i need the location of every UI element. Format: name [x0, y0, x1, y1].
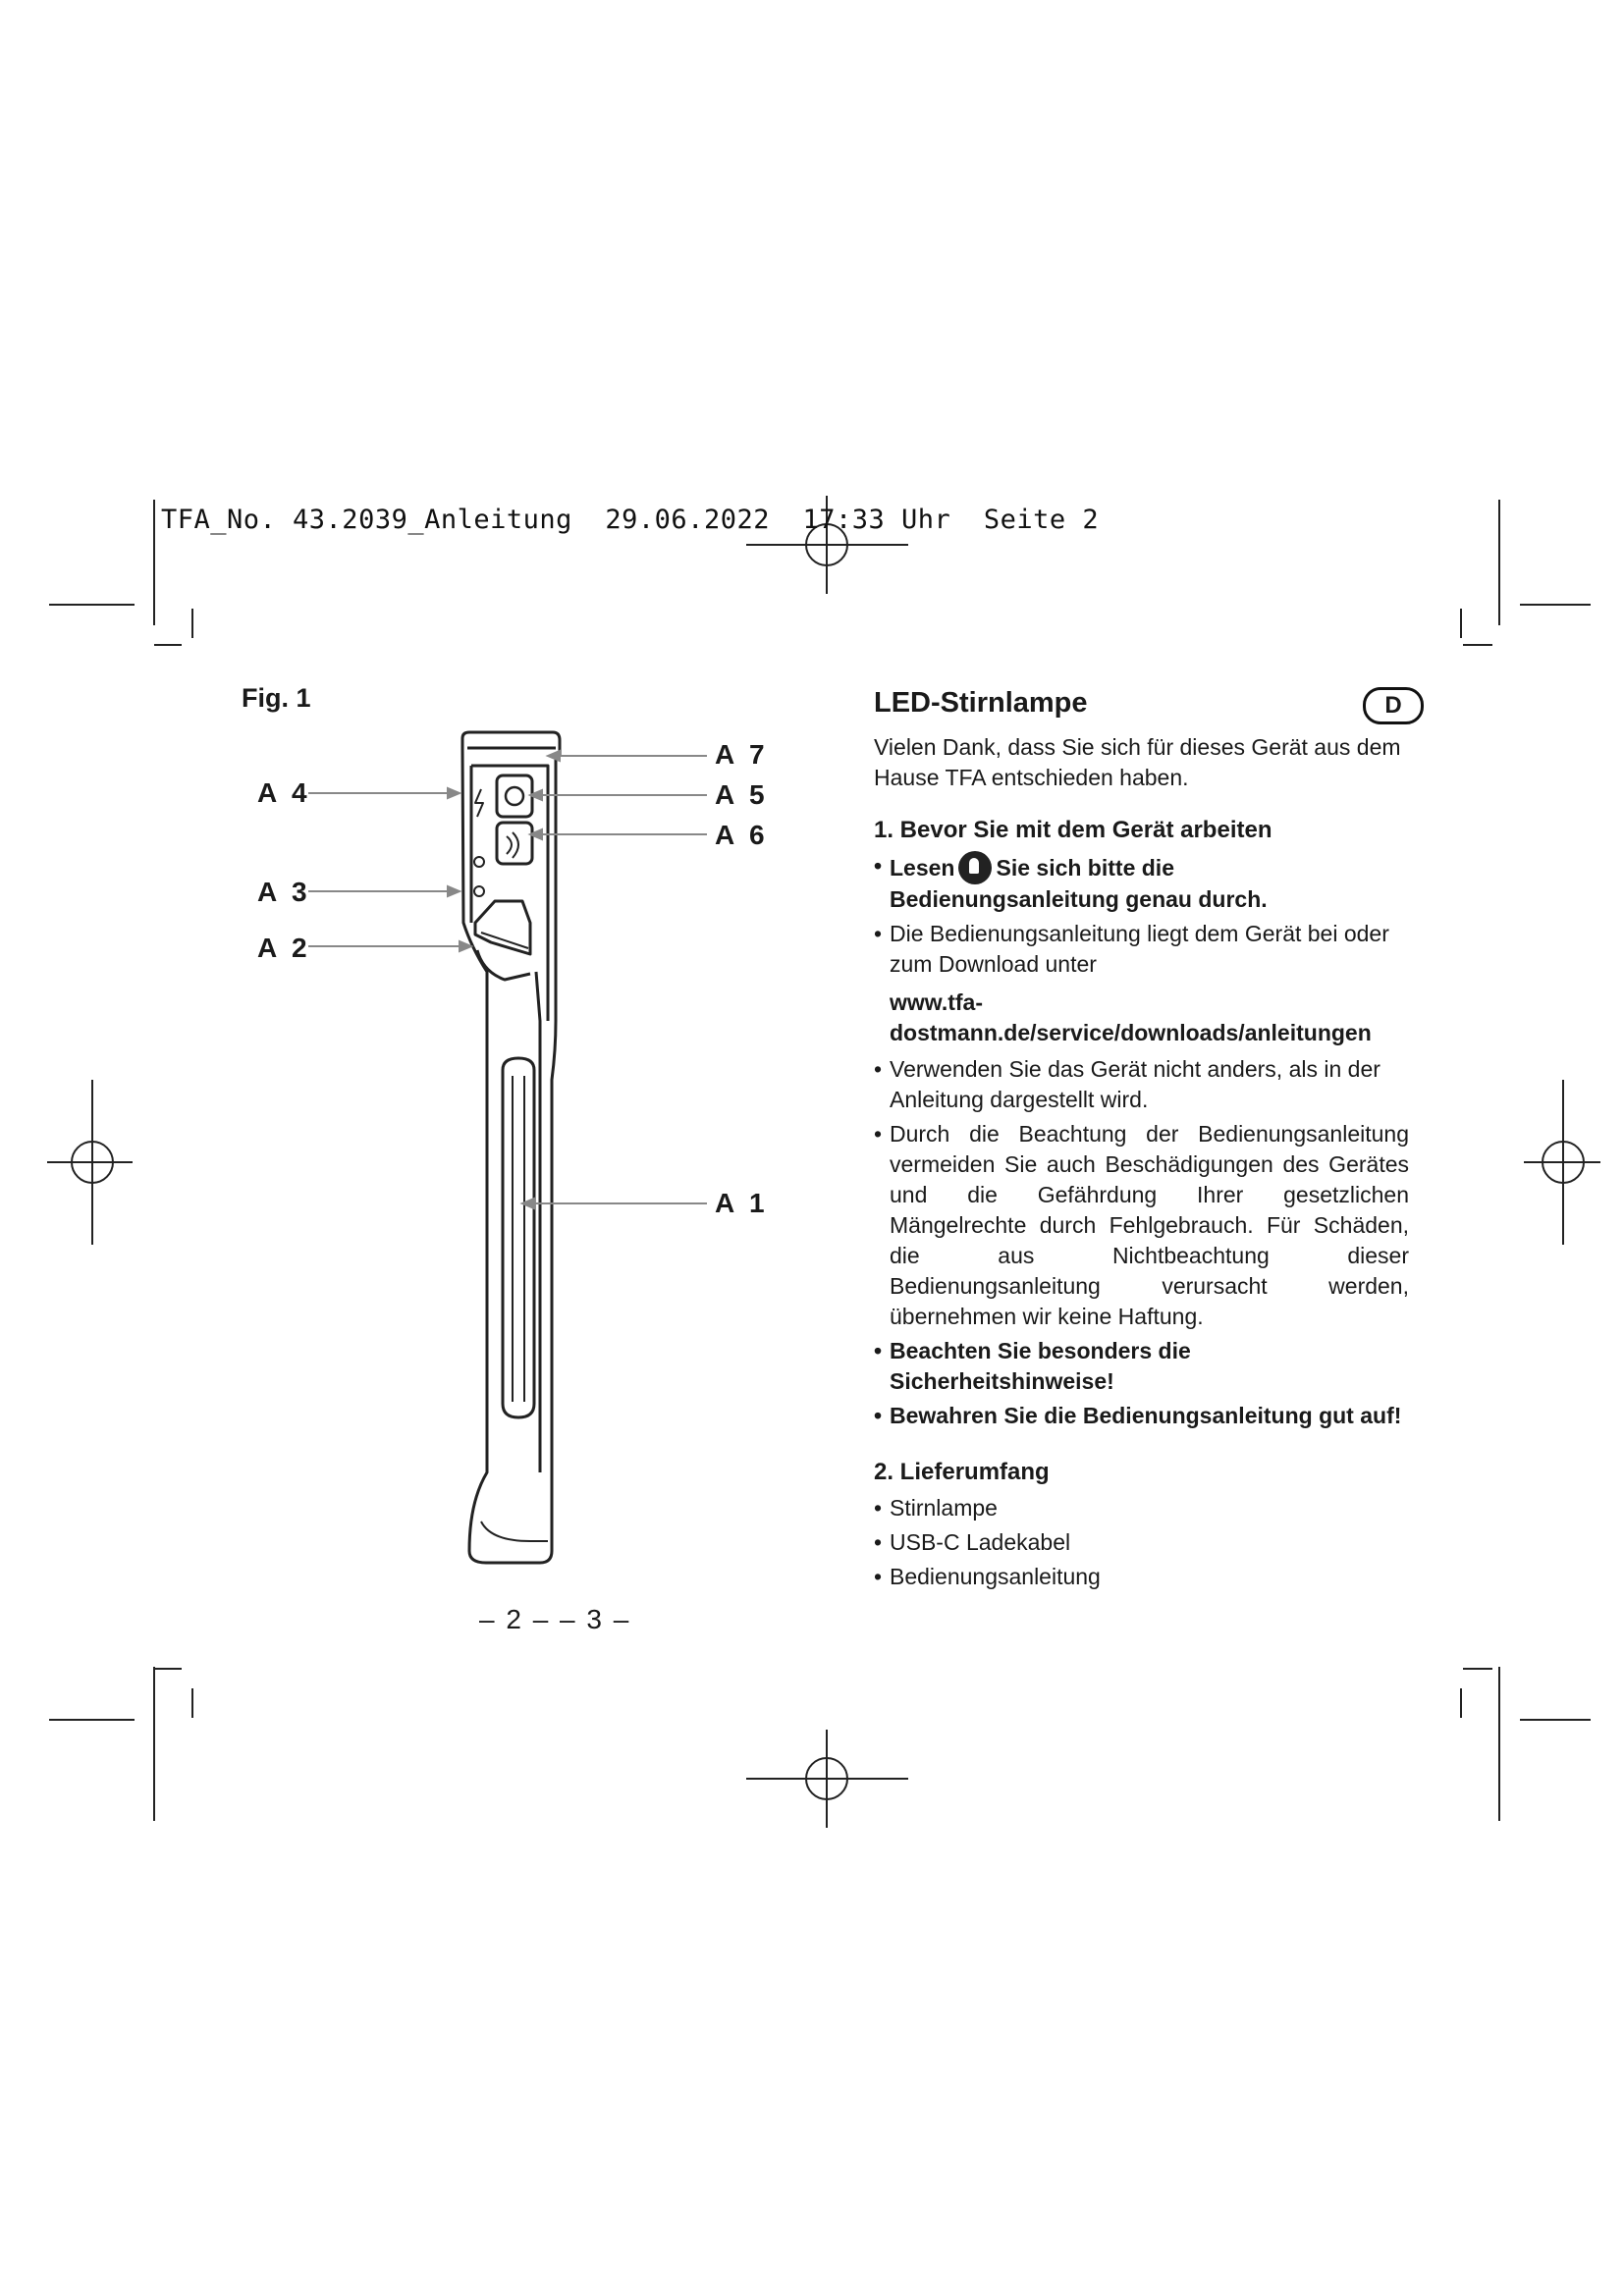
- headlamp-illustration: [295, 726, 785, 1590]
- page-numbers: – 2 – – 3 –: [479, 1604, 631, 1634]
- header-date: 29.06.2022: [605, 505, 770, 535]
- download-text: Die Bedienungsanleitung liegt dem Gerät bei oder zum Download unter: [890, 921, 1389, 977]
- header-time: 17:33 Uhr: [802, 505, 951, 535]
- callout-a5: A 5: [715, 779, 769, 810]
- list-item: • Bewahren Sie die Bedienungsanleitung gut auf!: [874, 1401, 1409, 1431]
- list-item: [874, 851, 1409, 915]
- header-page: Seite 2: [983, 505, 1100, 535]
- list-item: • Verwenden Sie das Gerät nicht anders, als in der Anleitung dargestellt wird.: [874, 1054, 1409, 1115]
- text-column: [874, 685, 1409, 1596]
- manual-info-icon: [958, 851, 992, 884]
- callout-a6: A 6: [715, 820, 769, 850]
- language-badge: D: [1363, 687, 1424, 724]
- list-item: [874, 919, 1409, 980]
- list-item: • Stirnlampe: [874, 1493, 1409, 1523]
- download-url: www.tfa-dostmann.de/service/downloads/anleitungen: [890, 989, 1372, 1045]
- callout-a3: A 3: [257, 877, 311, 907]
- header-file: TFA_No. 43.2039_Anleitung: [161, 505, 572, 535]
- section1-list-cont: [874, 1054, 1409, 1431]
- list-item: • Bedienungsanleitung: [874, 1562, 1409, 1592]
- callout-a7: A 7: [715, 739, 769, 770]
- callout-a2: A 2: [257, 933, 311, 963]
- section2: [874, 1457, 1409, 1592]
- delivery-list: [874, 1493, 1409, 1592]
- read-label: Lesen: [890, 855, 955, 881]
- callout-a4: A 4: [257, 777, 311, 808]
- print-header: [161, 505, 1099, 535]
- list-item: • Beachten Sie besonders die Sicherheitshinweise!: [874, 1336, 1409, 1397]
- document-title-text: LED-Stirnlampe: [874, 687, 1088, 719]
- section1-list: [874, 851, 1409, 980]
- list-item: • USB-C Ladekabel: [874, 1527, 1409, 1558]
- document-title: [874, 685, 1409, 721]
- read-text: Sie sich bitte die Bedienungsanleitung genau durch.: [890, 855, 1268, 912]
- list-item: • Durch die Beachtung der Bedienungsanleitung vermeiden Sie auch Beschädigungen des Gerätes und die Gefährdung Ihrer gesetzlichen Mängelrechte durch Fehlgebrauch. Für Schäden, die aus Nichtbeachtung dieser Bedienungsanleitung verursacht werden, übernehmen wir keine Haftung.: [874, 1119, 1409, 1332]
- intro-paragraph: Vielen Dank, dass Sie sich für dieses Gerät aus dem Hause TFA entschieden haben.: [874, 734, 1401, 790]
- figure-label: Fig. 1: [242, 683, 311, 713]
- callout-a1: A 1: [715, 1188, 769, 1218]
- section2-heading: 2. Lieferumfang: [874, 1459, 1050, 1485]
- section1-heading: 1. Bevor Sie mit dem Gerät arbeiten: [874, 817, 1272, 843]
